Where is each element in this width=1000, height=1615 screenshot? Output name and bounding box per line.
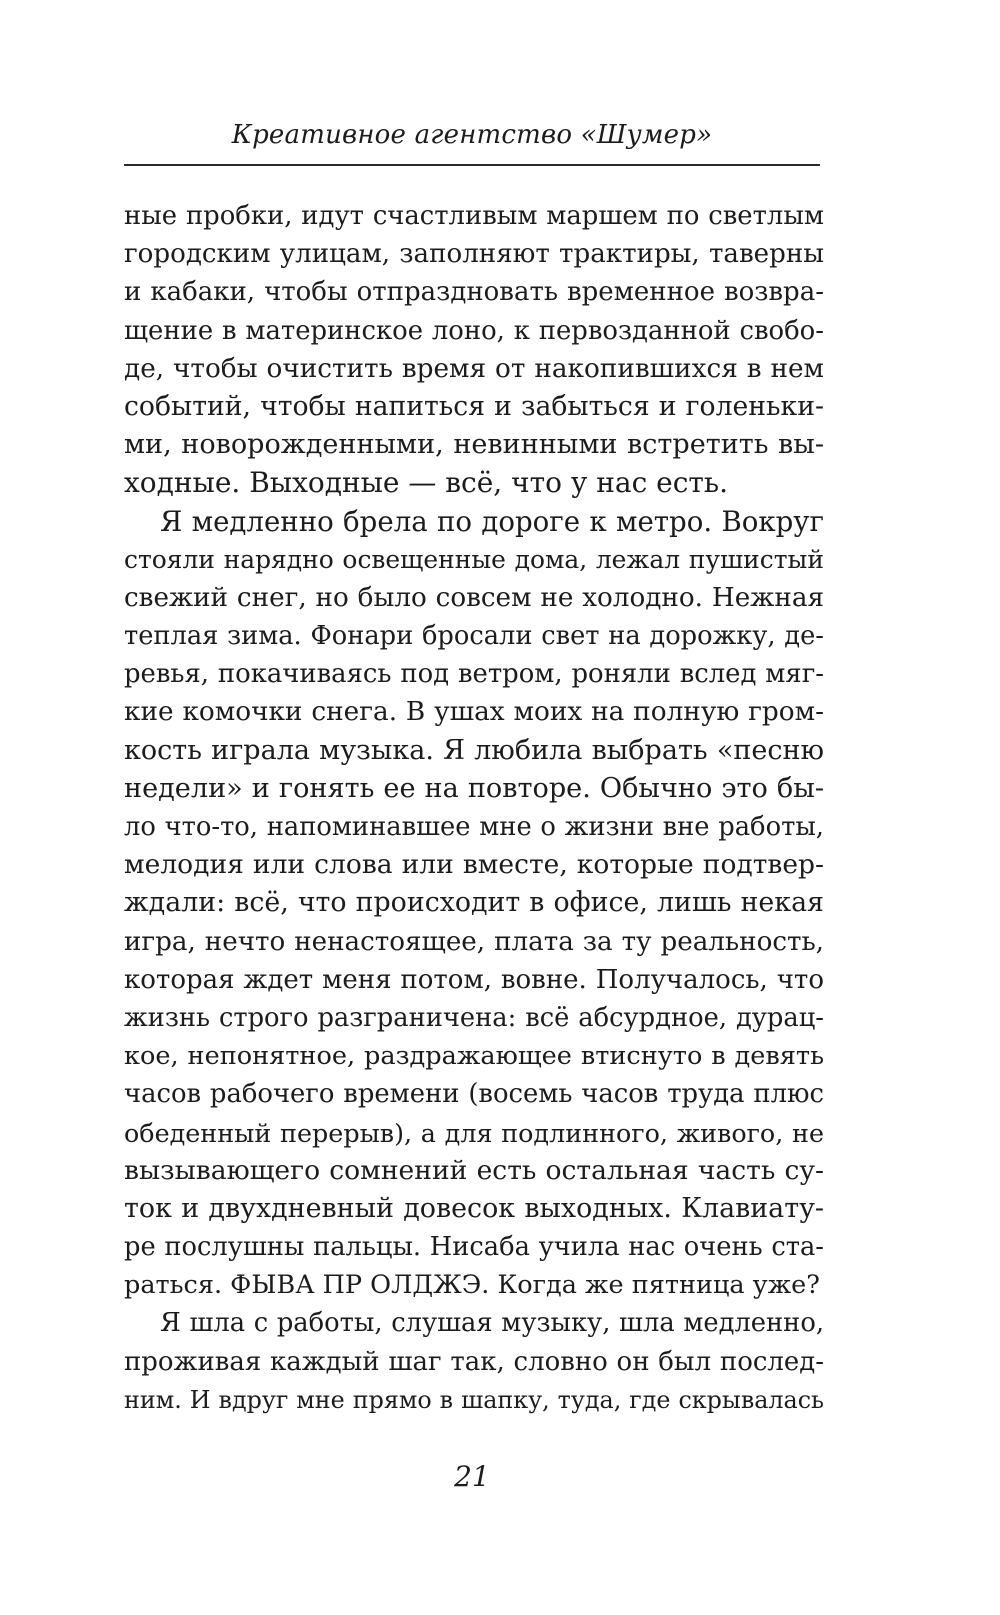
text-line: событий, чтобы напиться и забыться и голеньки- [124, 390, 824, 422]
text-line: кие комочки снега. В ушах моих на полную гром- [124, 697, 824, 728]
text-line: ток и двухдневный довесок выходных. Клавиату- [124, 1192, 824, 1224]
text-line: ные пробки, идут счастливым маршем по светлым [124, 201, 824, 231]
header-rule [124, 164, 820, 166]
text-line: которая ждет меня потом, вовне. Получалось, что [124, 964, 824, 995]
text-line: теплая зима. Фонари бросали свет на дорожку, де- [124, 621, 824, 652]
text-line: часов рабочего времени (восемь часов труда плюс [124, 1079, 824, 1110]
text-line: стояли нарядно освещенные дома, лежал пушистый [124, 544, 824, 574]
text-line: вызывающего сомнений есть остальная часть су- [124, 1154, 824, 1186]
text-line: ждали: всё, что происходит в офисе, лишь некая [124, 887, 824, 919]
body-text [124, 197, 824, 1419]
text-line: городским улицам, заполняют трактиры, таверны [124, 239, 824, 270]
paragraph-start-line: Я шла с работы, слушая музыку, шла медленно, [160, 1308, 824, 1339]
text-line: и кабаки, чтобы отпраздновать временное возвра- [124, 277, 824, 308]
text-line: щение в материнское лоно, к первозданной свобо- [124, 315, 824, 346]
text-line: ним. И вдруг мне прямо в шапку, туда, где скрывалась [124, 1385, 824, 1414]
text-line: ми, новорожденными, невинными встретить вы- [124, 429, 824, 461]
text-line: игра, нечто ненастоящее, плата за ту реальность, [124, 926, 824, 957]
text-line: проживая каждый шаг так, словно он был послед- [124, 1346, 824, 1377]
text-line: ревья, покачиваясь под ветром, роняли вслед мяг- [124, 659, 824, 690]
text-line: ло что-то, напоминавшее мне о жизни вне работы, [124, 812, 824, 842]
text-line: мелодия или слова или вместе, которые подтвер- [124, 849, 824, 881]
text-line: недели» и гонять ее на повторе. Обычно это бы- [124, 772, 824, 804]
text-line: кое, непонятное, раздражающее втиснуто в девять [124, 1041, 824, 1072]
paragraph-start-line: Я медленно брела по дороге к метро. Вокруг [160, 504, 824, 538]
text-line: свежий снег, но было совсем не холодно. Нежная [124, 582, 824, 613]
text-line: ре послушны пальцы. Нисаба учила нас очень ста- [124, 1232, 824, 1263]
text-line: де, чтобы очистить время от накопившихся в нем [124, 353, 824, 384]
text-line: кость играла музыка. Я любила выбрать «песню [124, 734, 824, 766]
text-line: ходные. Выходные — всё, что у нас есть. [124, 466, 729, 500]
text-line: раться. ФЫВА ПР ОЛДЖЭ. Когда же пятница уже? [124, 1270, 820, 1301]
text-line: обеденный перерыв), а для подлинного, живого, не [124, 1117, 824, 1148]
page-number: 21 [454, 1460, 490, 1493]
text-line: жизнь строго разграничена: всё абсурдное, дурац- [124, 1002, 824, 1033]
running-head: Креативное агентство «Шумер» [231, 120, 713, 150]
